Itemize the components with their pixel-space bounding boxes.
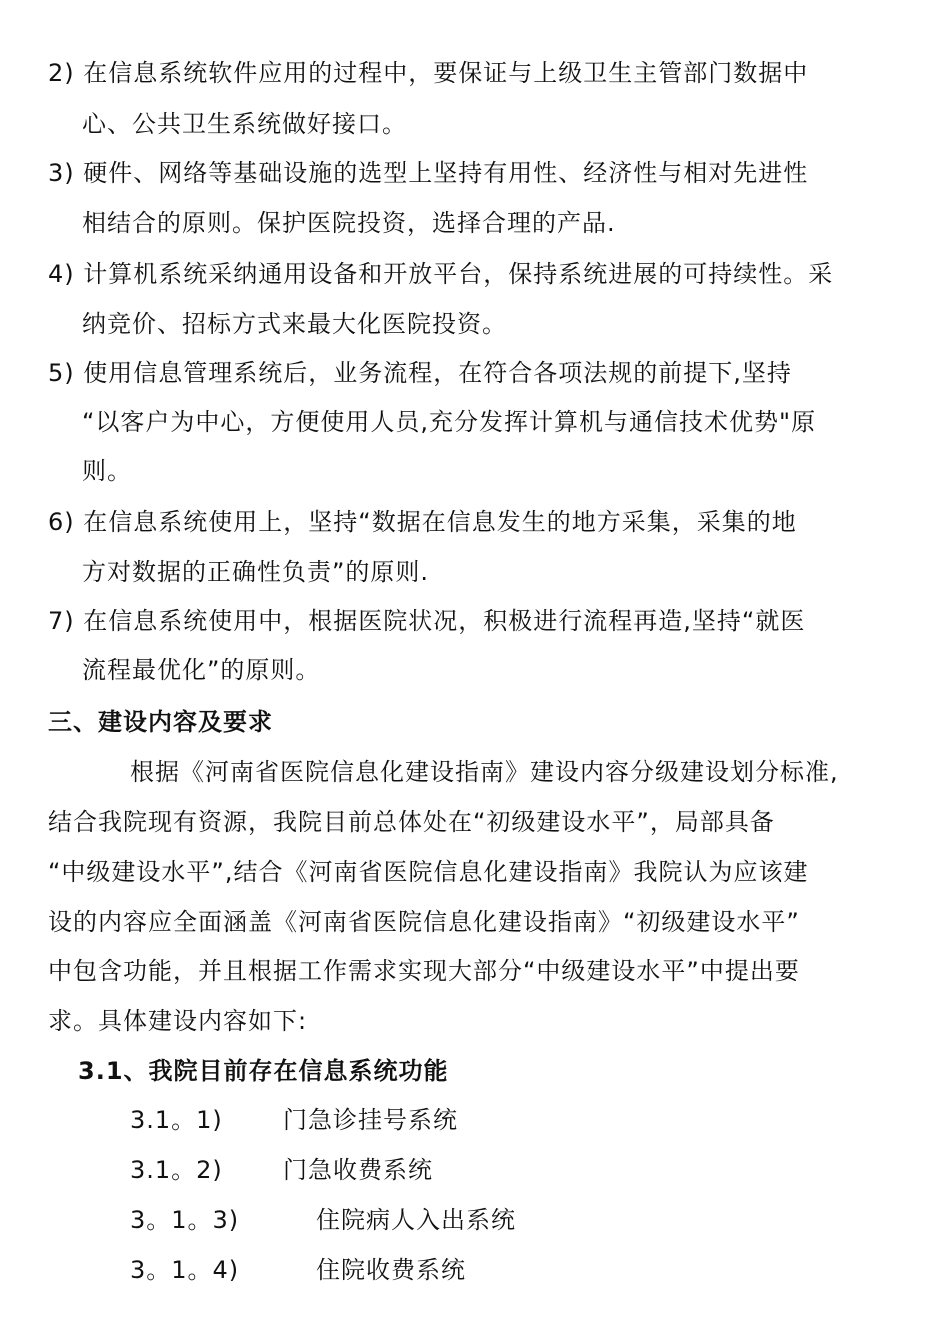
subitem-label-2: 门急收费系统 — [283, 1156, 433, 1184]
item-5-line-3: 则。 — [82, 457, 132, 485]
item-5-line-1: 5) 使用信息管理系统后，业务流程，在符合各项法规的前提下,坚持 — [48, 359, 792, 387]
item-7-line-2: 流程最优化”的原则。 — [82, 656, 321, 684]
paragraph-line-6: 求。具体建设内容如下: — [48, 1007, 308, 1035]
item-4-line-1: 4) 计算机系统采纳通用设备和开放平台，保持系统进展的可持续性。采 — [48, 260, 834, 288]
section-heading: 三、建设内容及要求 — [48, 708, 273, 736]
subitem-label-1: 门急诊挂号系统 — [283, 1106, 458, 1134]
subitem-label-4: 住院收费系统 — [316, 1256, 466, 1284]
item-3-line-2: 相结合的原则。保护医院投资，选择合理的产品. — [82, 209, 616, 237]
subitem-label-3: 住院病人入出系统 — [316, 1206, 516, 1234]
item-6-line-1: 6) 在信息系统使用上，坚持“数据在信息发生的地方采集，采集的地 — [48, 508, 797, 536]
paragraph-line-1: 根据《河南省医院信息化建设指南》建设内容分级建设划分标准, — [130, 758, 839, 786]
item-5-line-2: “以客户为中心，方便使用人员,充分发挥计算机与通信技术优势"原 — [82, 408, 817, 436]
paragraph-line-2: 结合我院现有资源，我院目前总体处在“初级建设水平”，局部具备 — [48, 808, 775, 836]
subitem-number-4: 3。1。4) — [130, 1256, 240, 1284]
subitem-number-3: 3。1。3) — [130, 1206, 240, 1234]
item-6-line-2: 方对数据的正确性负责”的原则. — [82, 558, 430, 586]
item-4-line-2: 纳竞价、招标方式来最大化医院投资。 — [82, 310, 507, 338]
item-2-line-2: 心、公共卫生系统做好接口。 — [82, 110, 407, 138]
subsection-heading: 3.1、我院目前存在信息系统功能 — [78, 1057, 449, 1085]
paragraph-line-3: “中级建设水平”,结合《河南省医院信息化建设指南》我院认为应该建 — [48, 858, 809, 886]
subitem-number-2: 3.1。2) — [130, 1156, 223, 1184]
item-3-line-1: 3) 硬件、网络等基础设施的选型上坚持有用性、经济性与相对先进性 — [48, 159, 809, 187]
item-2-line-1: 2) 在信息系统软件应用的过程中，要保证与上级卫生主管部门数据中 — [48, 59, 809, 87]
subitem-number-1: 3.1。1) — [130, 1106, 223, 1134]
paragraph-line-4: 设的内容应全面涵盖《河南省医院信息化建设指南》“初级建设水平” — [48, 908, 800, 936]
item-7-line-1: 7) 在信息系统使用中，根据医院状况，积极进行流程再造,坚持“就医 — [48, 607, 806, 635]
paragraph-line-5: 中包含功能，并且根据工作需求实现大部分“中级建设水平”中提出要 — [48, 957, 800, 985]
